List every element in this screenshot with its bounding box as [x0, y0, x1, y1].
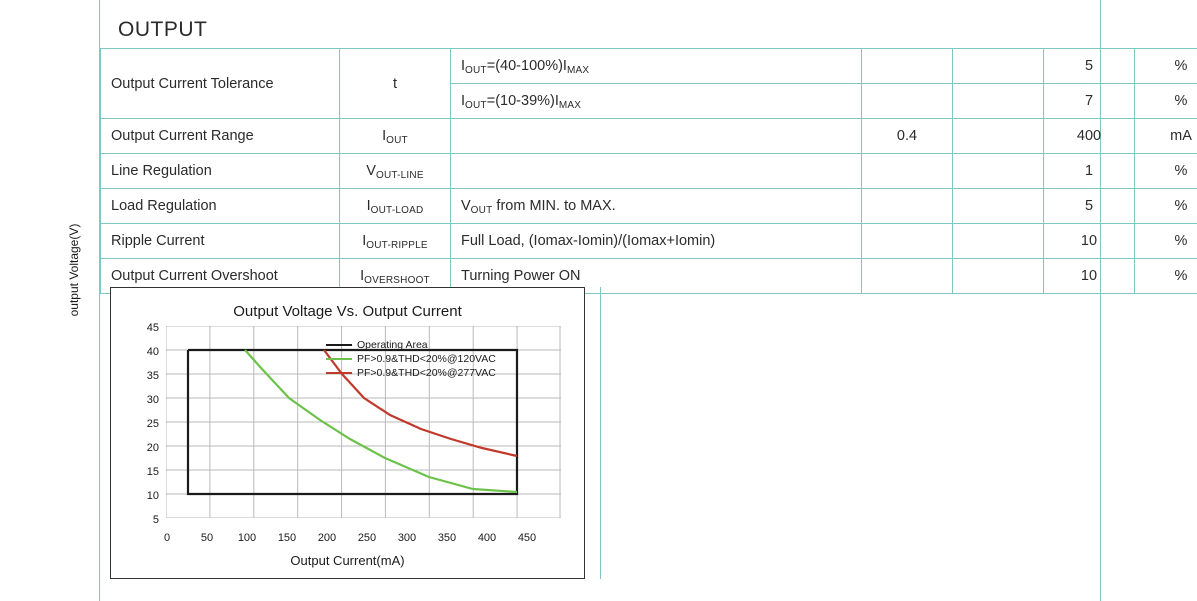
- chart-x-axis-label: Output Current(mA): [290, 553, 405, 568]
- legend-label: PF>0.9&THD<20%@120VAC: [357, 353, 496, 365]
- row-parameter: Ripple Current: [101, 224, 340, 259]
- row-condition: [451, 49, 862, 84]
- row-typ: [953, 119, 1044, 154]
- legend-item-277vac: [326, 366, 496, 380]
- row-condition: $V_{OUT}$ from MIN. to MAX.: [451, 189, 862, 224]
- chart-y-tick: 35: [146, 370, 159, 382]
- row-condition: [451, 154, 862, 189]
- row-max: 7: [1044, 84, 1135, 119]
- table-row: [101, 224, 1197, 259]
- row-min: [862, 154, 953, 189]
- row-unit: %: [1135, 84, 1197, 119]
- chart-y-tick: 30: [146, 394, 159, 406]
- row-max: 10: [1044, 259, 1135, 294]
- row-symbol: $I_{OVERSHOOT}$: [340, 259, 451, 294]
- row-typ: [953, 84, 1044, 119]
- output-spec-table: [100, 48, 1197, 294]
- row-typ: [953, 189, 1044, 224]
- legend-item-120vac: [326, 352, 496, 366]
- row-max: 5: [1044, 49, 1135, 84]
- row-parameter: Output Current Range: [101, 119, 340, 154]
- row-symbol: $I_{OUT-RIPPLE}$: [340, 224, 451, 259]
- row-symbol: $V_{OUT-LINE}$: [340, 154, 451, 189]
- row-min: [862, 224, 953, 259]
- legend-item-operating-area: [326, 338, 496, 352]
- chart-x-tick: 350: [437, 532, 457, 544]
- row-condition: Turning Power ON: [451, 259, 862, 294]
- row-typ: [953, 154, 1044, 189]
- symbol-text: t: [392, 75, 398, 92]
- row-max: 5: [1044, 189, 1135, 224]
- table-row: [101, 49, 1197, 84]
- row-max: 400: [1044, 119, 1135, 154]
- row-max: 10: [1044, 224, 1135, 259]
- chart-x-tick: 450: [517, 532, 537, 544]
- legend-swatch-icon: [326, 358, 352, 360]
- row-typ: [953, 224, 1044, 259]
- section-title: OUTPUT: [118, 18, 208, 41]
- condition-expression: $I_{OUT}=(40-100\%)I_{MAX}$: [461, 58, 590, 76]
- row-unit: %: [1135, 154, 1197, 189]
- legend-label: PF>0.9&THD<20%@277VAC: [357, 367, 496, 379]
- row-unit: mA: [1135, 119, 1197, 154]
- chart-y-tick: 25: [146, 418, 159, 430]
- row-condition: Full Load, (Iomax-Iomin)/(Iomax+Iomin): [451, 224, 862, 259]
- chart-x-tick: 100: [237, 532, 257, 544]
- table-row: [101, 154, 1197, 189]
- chart-legend: [326, 338, 496, 380]
- row-unit: %: [1135, 224, 1197, 259]
- chart-x-tick: 200: [317, 532, 337, 544]
- row-unit: %: [1135, 49, 1197, 84]
- chart-x-tick: 300: [397, 532, 417, 544]
- row-min: [862, 189, 953, 224]
- legend-label: Operating Area: [357, 339, 428, 351]
- row-condition: [451, 84, 862, 119]
- legend-swatch-icon: [326, 344, 352, 346]
- row-typ: [953, 49, 1044, 84]
- row-parameter: Load Regulation: [101, 189, 340, 224]
- row-unit: %: [1135, 189, 1197, 224]
- row-symbol: $I_{OUT}$: [340, 119, 451, 154]
- right-empty-panel: [600, 287, 1100, 579]
- chart-y-tick: 20: [146, 442, 159, 454]
- row-parameter: Output Current Overshoot: [101, 259, 340, 294]
- row-min: 0.4: [862, 119, 953, 154]
- chart-x-tick: 250: [357, 532, 377, 544]
- row-min: [862, 84, 953, 119]
- chart-y-tick: 5: [152, 514, 159, 526]
- row-parameter: Line Regulation: [101, 154, 340, 189]
- chart-x-tick: 400: [477, 532, 497, 544]
- chart-y-tick: 45: [146, 322, 159, 334]
- row-unit: %: [1135, 259, 1197, 294]
- row-parameter: Output Current Tolerance: [101, 49, 340, 119]
- condition-expression: $I_{OUT}=(10-39\%)I_{MAX}$: [461, 93, 582, 111]
- row-min: [862, 49, 953, 84]
- chart-x-tick: 0: [163, 532, 171, 544]
- row-symbol: $I_{OUT-LOAD}$: [340, 189, 451, 224]
- chart-y-tick: 10: [146, 490, 159, 502]
- row-condition: [451, 119, 862, 154]
- chart-x-tick: 150: [277, 532, 297, 544]
- chart-x-tick: 50: [200, 532, 214, 544]
- row-symbol: [340, 49, 451, 119]
- chart-y-tick: 40: [146, 346, 159, 358]
- chart-y-tick: 15: [146, 466, 159, 478]
- table-row: [101, 189, 1197, 224]
- chart-title: Output Voltage Vs. Output Current: [233, 303, 462, 320]
- chart-y-axis-label: output Voltage(V): [67, 223, 81, 317]
- table-row: [101, 119, 1197, 154]
- legend-swatch-icon: [326, 372, 352, 374]
- row-max: 1: [1044, 154, 1135, 189]
